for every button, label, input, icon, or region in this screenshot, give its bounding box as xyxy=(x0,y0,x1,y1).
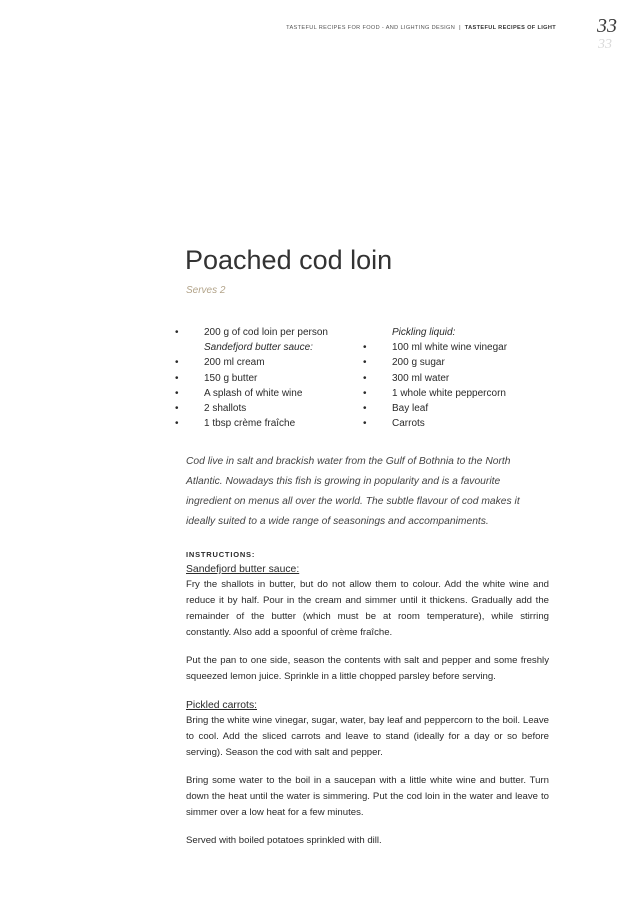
running-header xyxy=(286,25,556,31)
page-number-shadow: 33 xyxy=(598,37,612,52)
ingredient-item: • 200 ml cream xyxy=(187,355,328,370)
ingredients-list-left xyxy=(187,325,328,431)
ingredient-item: • 150 g butter xyxy=(187,371,328,386)
instructions-section xyxy=(186,548,549,849)
sauce-heading: Sandefjord butter sauce: xyxy=(186,564,300,575)
header-left-text: TASTEFUL RECIPES FOR FOOD - AND LIGHTING DESIGN xyxy=(286,25,456,31)
ingredient-item: • 200 g of cod loin per person xyxy=(187,325,328,340)
recipe-title: Poached cod loin xyxy=(185,245,393,275)
serves-label: Serves 2 xyxy=(186,285,226,296)
ingredient-item: • 1 whole white peppercorn xyxy=(375,386,507,401)
serving-paragraph: Served with boiled potatoes sprinkled with dill. xyxy=(186,835,382,847)
page-number: 33 xyxy=(597,15,617,37)
cod-paragraph: Bring some water to the boil in a saucepan with a little white wine and butter. Turn down the heat until the water is simmering. Put the cod loin in the water and leave to simmer over a low heat for a few minutes. xyxy=(186,774,549,819)
ingredient-subheading: Pickling liquid: xyxy=(392,327,456,338)
ingredient-item: • 300 ml water xyxy=(375,371,507,386)
ingredient-item: • A splash of white wine xyxy=(187,386,328,401)
header-right-text: TASTEFUL RECIPES OF LIGHT xyxy=(464,25,556,31)
sauce-paragraph-1: Fry the shallots in butter, but do not allow them to colour. Add the white wine and reduce it by half. Pour in the cream and simmer until it thickens. Gradually add the remainder of the butter (which must be at room temperature), while stirring constantly. Also add a spoonful of crème fraîche. xyxy=(186,579,549,639)
intro-paragraph: Cod live in salt and brackish water from the Gulf of Bothnia to the North Atlantic. Nowadays this fish is growing in popularity and is a favourite ingredient on menus all over the world. The subtle flavour of cod makes it ideally suited to a wide range of seasonings and accompaniments. xyxy=(186,456,520,527)
ingredient-item: • Carrots xyxy=(375,416,507,431)
header-separator: | xyxy=(459,25,461,31)
ingredient-item: • 1 tbsp crème fraîche xyxy=(187,416,328,431)
ingredient-item: • 2 shallots xyxy=(187,401,328,416)
carrots-paragraph: Bring the white wine vinegar, sugar, water, bay leaf and peppercorn to the boil. Leave to cool. Add the sliced carrots and leave to stand (ideally for a day or so before serving). Season the cod with salt and pepper. xyxy=(186,714,549,758)
ingredients-list-right xyxy=(375,325,507,431)
carrots-heading: Pickled carrots: xyxy=(186,699,258,711)
instructions-label: INSTRUCTIONS: xyxy=(186,550,256,559)
ingredient-item: • Bay leaf xyxy=(375,401,507,416)
ingredient-item: • 100 ml white wine vinegar xyxy=(375,340,507,355)
sauce-paragraph-2: Put the pan to one side, season the contents with salt and pepper and some freshly squeezed lemon juice. Sprinkle in a little chopped parsley before serving. xyxy=(186,655,549,683)
ingredient-subheading: Sandefjord butter sauce: xyxy=(204,342,313,354)
ingredient-item: • 200 g sugar xyxy=(375,355,507,370)
